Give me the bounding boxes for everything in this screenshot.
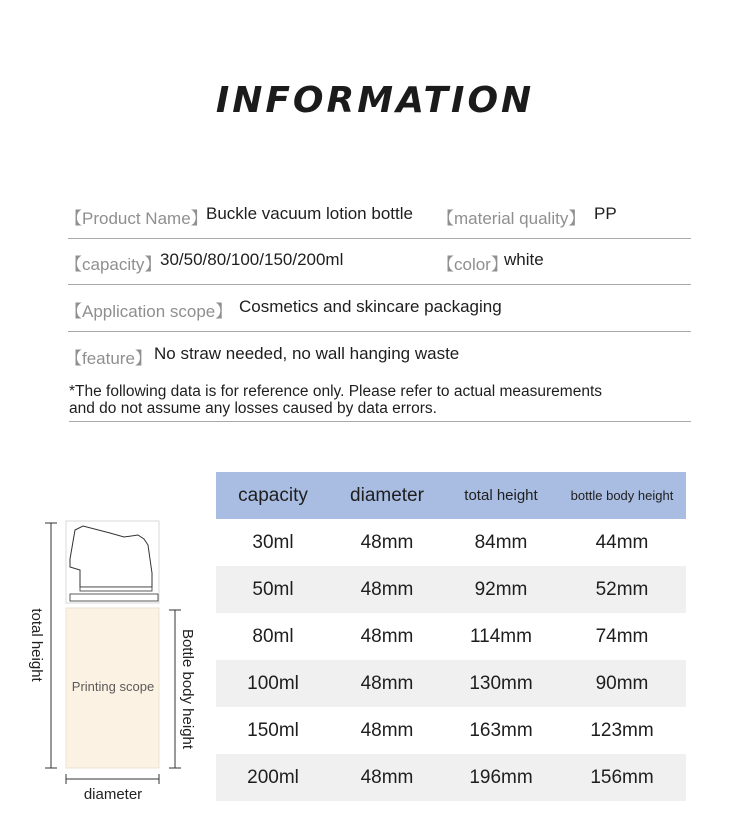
cell-diameter: 48mm xyxy=(330,566,444,613)
info-row-product xyxy=(65,191,691,239)
capacity-label: 【capacity】 xyxy=(65,255,162,274)
table-row xyxy=(216,754,686,801)
header-bottle-body-height: bottle body height xyxy=(558,472,686,519)
table-row xyxy=(216,613,686,660)
table-row xyxy=(216,566,686,613)
cell-total-height: 114mm xyxy=(470,625,532,647)
cell-total-height: 196mm xyxy=(444,754,558,801)
material-value: PP xyxy=(594,204,617,223)
header-capacity: capacity xyxy=(216,472,330,519)
table-row xyxy=(216,660,686,707)
cell-diameter: 48mm xyxy=(330,754,444,801)
application-label: 【Application scope】 xyxy=(65,302,233,321)
cell-capacity: 100ml xyxy=(216,660,330,707)
table-row xyxy=(216,707,686,754)
cell-capacity: 30ml xyxy=(252,531,294,553)
cell-body-height: 74mm xyxy=(595,625,649,647)
cell-diameter: 48mm xyxy=(330,660,444,707)
cell-diameter: 48mm xyxy=(360,719,414,741)
color-label: 【color】 xyxy=(437,255,508,274)
info-row-application xyxy=(65,284,691,332)
cell-body-height: 52mm xyxy=(558,566,686,613)
header-diameter: diameter xyxy=(330,472,444,519)
cell-total-height: 130mm xyxy=(444,660,558,707)
feature-value: No straw needed, no wall hanging waste xyxy=(154,344,460,363)
cell-body-height: 156mm xyxy=(558,754,686,801)
pump-head-icon xyxy=(70,526,152,587)
material-label: 【material quality】 xyxy=(437,209,586,228)
capacity-value: 30/50/80/100/150/200ml xyxy=(160,250,344,269)
cell-diameter: 48mm xyxy=(360,625,414,647)
diameter-label: diameter xyxy=(83,786,143,803)
cell-capacity: 150ml xyxy=(247,719,299,741)
info-row-capacity xyxy=(65,237,691,285)
product-name-label: 【Product Name】 xyxy=(65,209,208,228)
page-title: INFORMATION xyxy=(215,80,535,121)
bottle-shoulder xyxy=(70,594,158,601)
cell-total-height: 163mm xyxy=(469,719,533,741)
header-total-height: total height xyxy=(444,472,558,519)
cell-body-height: 90mm xyxy=(558,660,686,707)
spec-table xyxy=(216,472,686,801)
cell-body-height: 44mm xyxy=(595,531,649,553)
feature-label: 【feature】 xyxy=(65,349,152,368)
disclaimer-note xyxy=(69,383,691,422)
cell-capacity: 200ml xyxy=(216,754,330,801)
cell-capacity: 50ml xyxy=(216,566,330,613)
table-header-row xyxy=(216,472,686,519)
table-row xyxy=(216,519,686,566)
cell-capacity: 80ml xyxy=(252,625,294,647)
disclaimer-line-1: *The following data is for reference only. Please refer to actual measurements xyxy=(69,383,603,400)
product-name-value: Buckle vacuum lotion bottle xyxy=(206,204,413,223)
cell-diameter: 48mm xyxy=(360,531,414,553)
cell-body-height: 123mm xyxy=(590,719,654,741)
application-value: Cosmetics and skincare packaging xyxy=(239,297,502,316)
color-value: white xyxy=(504,250,544,269)
pump-collar xyxy=(80,587,152,591)
body-height-label: Bottle body height xyxy=(179,628,196,750)
info-row-feature xyxy=(65,331,691,378)
bottle-dimension-diagram xyxy=(20,515,210,815)
total-height-label: total height xyxy=(28,608,45,682)
cell-total-height: 92mm xyxy=(444,566,558,613)
printing-scope-label: Printing scope xyxy=(71,679,155,694)
disclaimer-line-2: and do not assume any losses caused by data errors. xyxy=(69,400,437,417)
cell-total-height: 84mm xyxy=(474,531,528,553)
